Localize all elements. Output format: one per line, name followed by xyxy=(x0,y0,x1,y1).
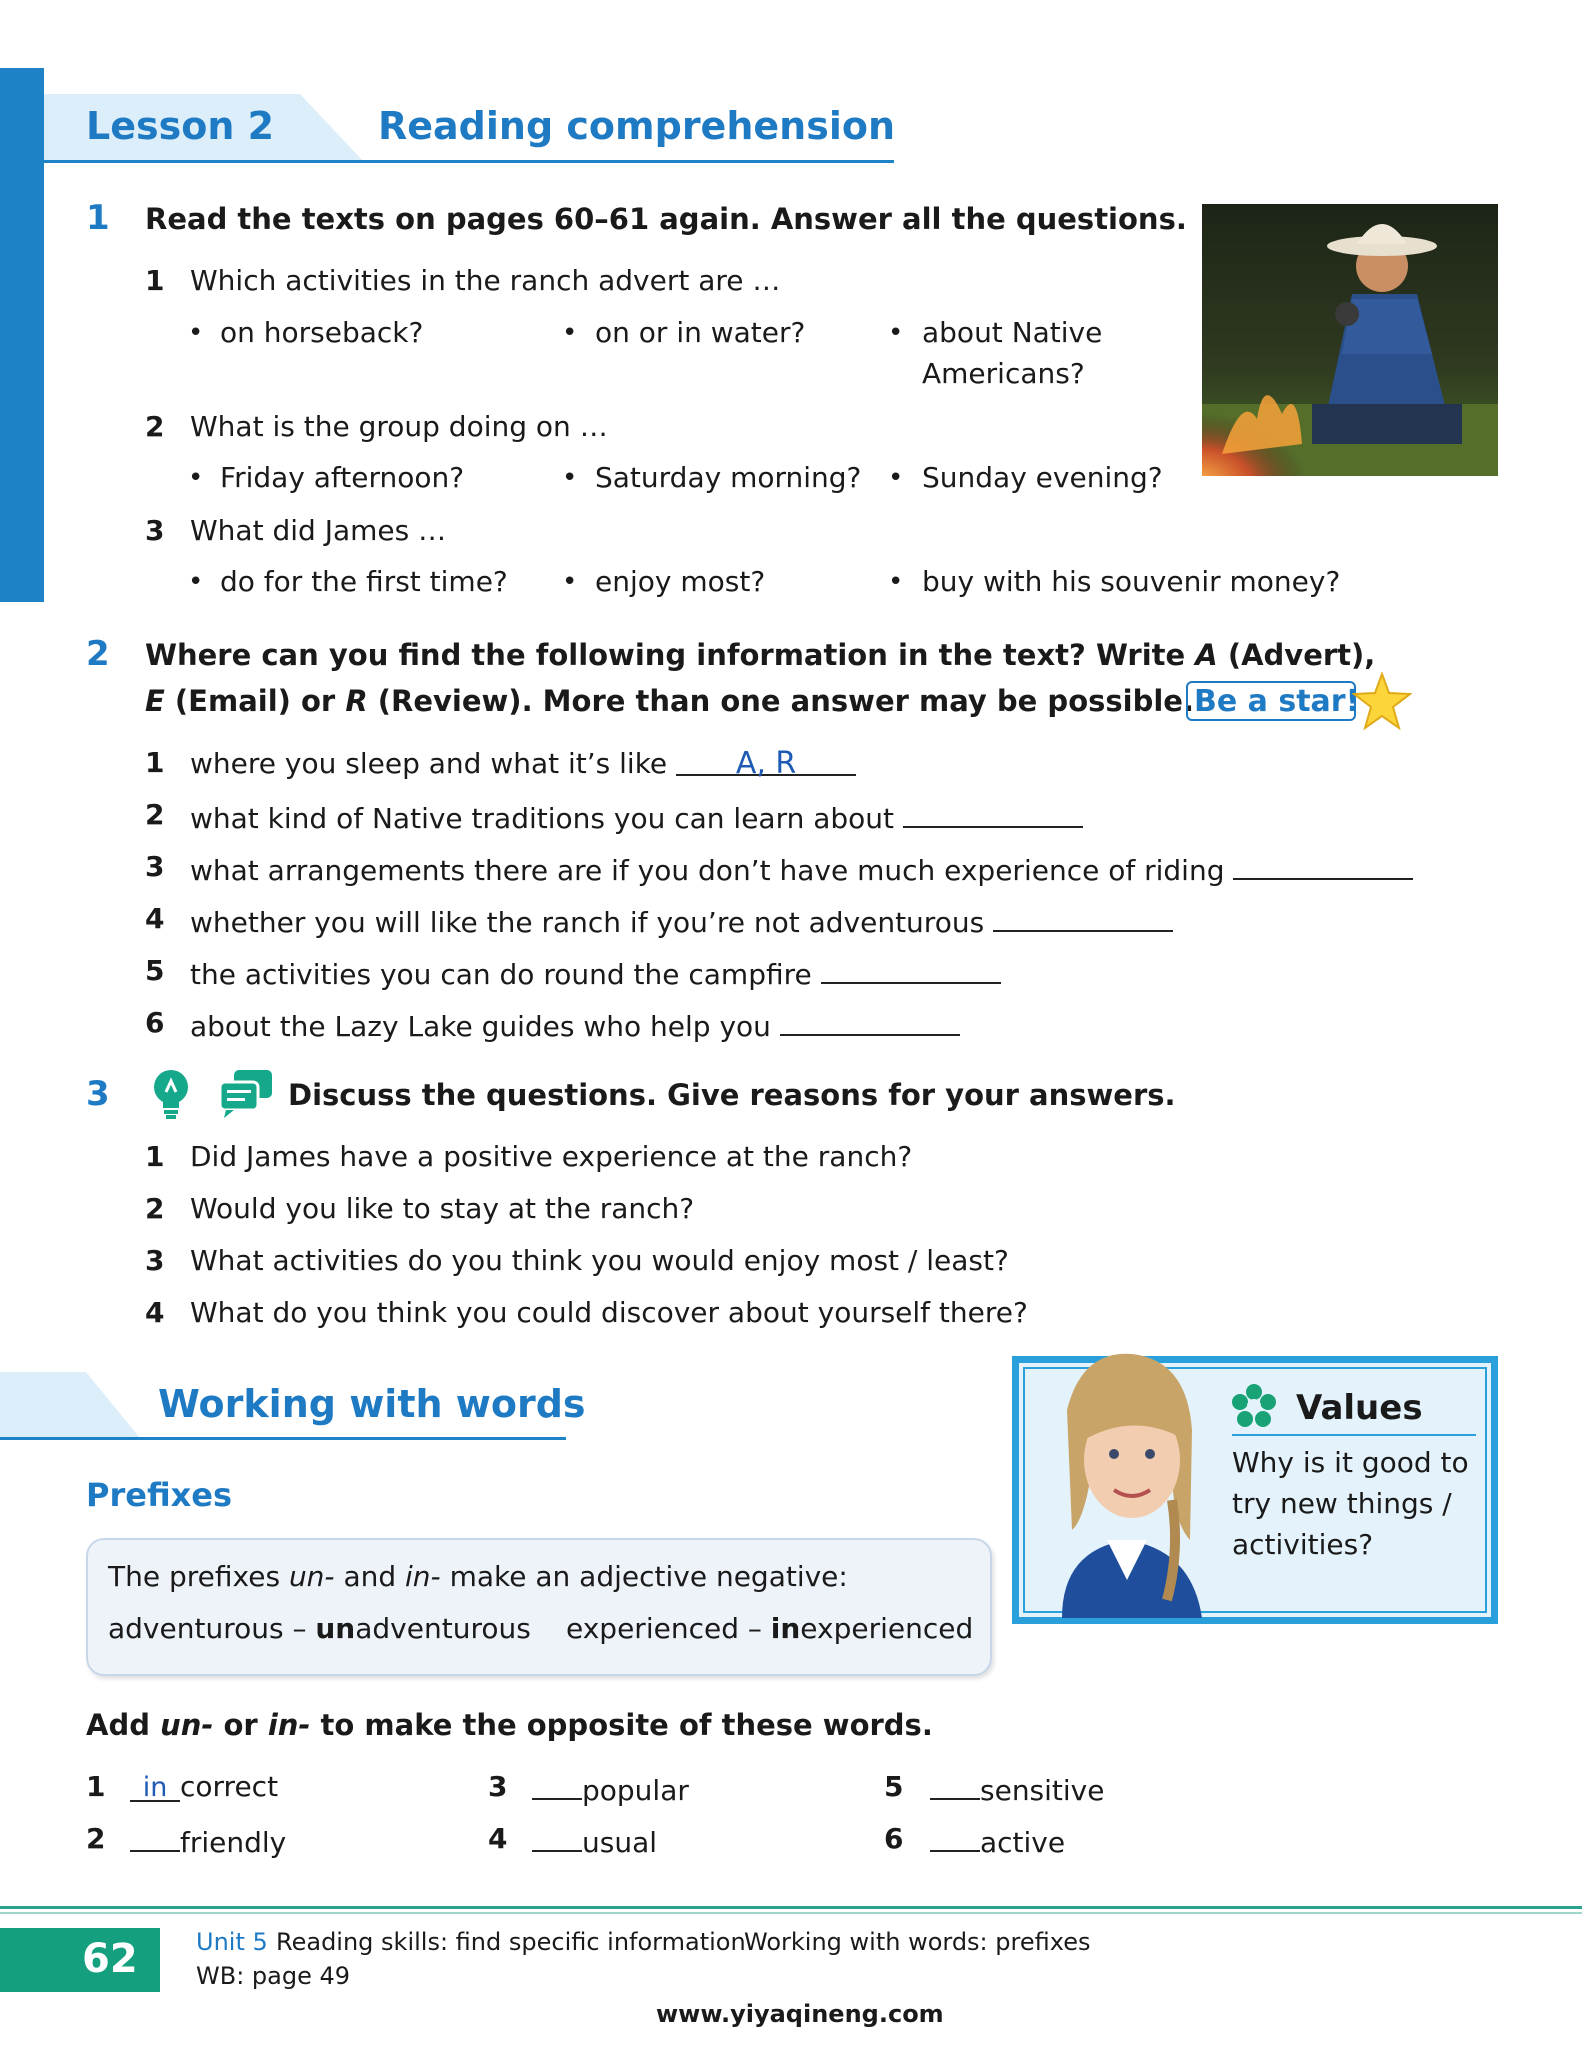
answer-blank[interactable] xyxy=(780,1006,960,1036)
page-title: Reading comprehension xyxy=(378,104,896,148)
ex1-q1-bullet: on horseback? xyxy=(220,316,424,349)
ex2-item-1: where you sleep and what it’s like A, R xyxy=(190,746,856,780)
answer-blank[interactable] xyxy=(930,1822,980,1852)
word-item: usual xyxy=(532,1822,657,1859)
ex1-q3-bullet: buy with his souvenir money? xyxy=(922,565,1341,598)
lesson-label: Lesson 2 xyxy=(86,104,275,148)
girl-photo xyxy=(1022,1350,1232,1618)
answer-blank[interactable]: A, R xyxy=(676,746,856,776)
ex1-q2-number: 2 xyxy=(145,410,165,443)
discussion-icon xyxy=(218,1068,274,1118)
ex1-instruction: Read the texts on pages 60–61 again. Answer all the questions. xyxy=(145,202,1187,236)
ex1-q1-bullet: about Native xyxy=(922,316,1103,349)
word-number: 2 xyxy=(86,1822,106,1855)
word-number: 1 xyxy=(86,1770,106,1803)
ex1-number: 1 xyxy=(86,198,110,238)
answer-blank[interactable] xyxy=(532,1770,582,1800)
values-title: Values xyxy=(1296,1388,1423,1428)
ex2-number: 2 xyxy=(86,634,110,674)
ex3-item-number: 1 xyxy=(145,1140,165,1173)
bullet-icon: • xyxy=(888,567,904,597)
ex3-item-number: 2 xyxy=(145,1192,165,1225)
ww-underline xyxy=(0,1437,566,1440)
edge-bar xyxy=(0,68,44,602)
word-number: 4 xyxy=(488,1822,508,1855)
answer-blank[interactable] xyxy=(903,798,1083,828)
page-number: 62 xyxy=(82,1936,138,1982)
answer-blank[interactable] xyxy=(993,902,1173,932)
ex2-item-number: 4 xyxy=(145,902,165,935)
prefix-example-1: adventurous – unadventurous xyxy=(108,1612,531,1645)
ex1-q2-bullet: Saturday morning? xyxy=(595,461,862,494)
section-title: Working with words xyxy=(158,1382,586,1426)
bullet-icon: • xyxy=(562,567,578,597)
bullet-icon: • xyxy=(188,567,204,597)
ex3-item-number: 3 xyxy=(145,1244,165,1277)
ex2-item-number: 3 xyxy=(145,850,165,883)
answer-blank[interactable] xyxy=(821,954,1001,984)
word-item: friendly xyxy=(130,1822,286,1859)
values-question-line: activities? xyxy=(1232,1528,1374,1561)
answer-blank[interactable] xyxy=(130,1822,180,1852)
word-item: popular xyxy=(532,1770,689,1807)
ww-band xyxy=(0,1372,140,1438)
footer-unit: Unit 5 xyxy=(196,1928,268,1956)
word-number: 3 xyxy=(488,1770,508,1803)
prefix-example-2: experienced – inexperienced xyxy=(566,1612,974,1645)
ex2-item-2: what kind of Native traditions you can learn about xyxy=(190,798,1083,835)
word-item: in correct xyxy=(130,1770,278,1803)
footer-skills: Reading skills: find specific information xyxy=(276,1928,746,1956)
ex3-item: Would you like to stay at the ranch? xyxy=(190,1192,695,1225)
cowboy-photo xyxy=(1202,204,1498,476)
footer-rule-light xyxy=(0,1912,1582,1914)
values-divider xyxy=(1232,1434,1476,1436)
flower-icon xyxy=(1232,1384,1276,1428)
word-number: 5 xyxy=(884,1770,904,1803)
watermark: www.yiyaqineng.com xyxy=(656,2000,944,2028)
answer-blank[interactable] xyxy=(532,1822,582,1852)
be-a-star-label: Be a star! xyxy=(1194,684,1360,719)
ex1-q3-text: What did James … xyxy=(190,514,447,547)
section-subtitle: Prefixes xyxy=(86,1476,233,1514)
footer-wb: WB: page 49 xyxy=(196,1962,351,1990)
answer-blank[interactable]: in xyxy=(130,1772,180,1802)
ex3-item: What activities do you think you would enjoy most / least? xyxy=(190,1244,1009,1277)
ex2-instruction-line1: Where can you find the following information in the text? Write A (Advert), xyxy=(145,638,1376,672)
ex2-item-number: 6 xyxy=(145,1006,165,1039)
ex1-q1-bullet-cont: Americans? xyxy=(922,357,1085,390)
values-question-line: Why is it good to xyxy=(1232,1446,1469,1479)
bullet-icon: • xyxy=(562,463,578,493)
ex1-q2-bullet: Friday afternoon? xyxy=(220,461,465,494)
ex2-item-3: what arrangements there are if you don’t have much experience of riding xyxy=(190,850,1413,887)
answer-blank[interactable] xyxy=(1233,850,1413,880)
bullet-icon: • xyxy=(188,463,204,493)
prefix-rule-box xyxy=(86,1538,992,1676)
ex1-q3-bullet: do for the first time? xyxy=(220,565,508,598)
header-underline xyxy=(44,160,894,163)
star-icon xyxy=(1352,672,1412,730)
ex1-q3-number: 3 xyxy=(145,514,165,547)
ex3-item-number: 4 xyxy=(145,1296,165,1329)
ex1-q1-text: Which activities in the ranch advert are … xyxy=(190,264,781,297)
prefix-rule-line1: The prefixes un- and in- make an adjective negative: xyxy=(108,1560,848,1593)
footer-words: Working with words: prefixes xyxy=(744,1928,1091,1956)
ex2-item-number: 2 xyxy=(145,798,165,831)
lightbulb-icon xyxy=(150,1068,192,1120)
footer-rule xyxy=(0,1906,1582,1909)
word-number: 6 xyxy=(884,1822,904,1855)
ex2-item-4: whether you will like the ranch if you’re not adventurous xyxy=(190,902,1173,939)
bullet-icon: • xyxy=(188,318,204,348)
prefix-task-instruction: Add un- or in- to make the opposite of these words. xyxy=(86,1708,933,1742)
word-item: active xyxy=(930,1822,1065,1859)
ex3-instruction: Discuss the questions. Give reasons for your answers. xyxy=(288,1078,1176,1112)
ex1-q1-bullet: on or in water? xyxy=(595,316,806,349)
ex3-number: 3 xyxy=(86,1074,110,1114)
answer-blank[interactable] xyxy=(930,1770,980,1800)
word-item: sensitive xyxy=(930,1770,1104,1807)
ex1-q1-number: 1 xyxy=(145,264,165,297)
ex3-item: What do you think you could discover about yourself there? xyxy=(190,1296,1028,1329)
ex3-item: Did James have a positive experience at the ranch? xyxy=(190,1140,913,1173)
ex1-q2-text: What is the group doing on … xyxy=(190,410,608,443)
bullet-icon: • xyxy=(888,463,904,493)
ex2-item-number: 1 xyxy=(145,746,165,779)
values-question-line: try new things / xyxy=(1232,1487,1452,1520)
ex2-item-6: about the Lazy Lake guides who help you xyxy=(190,1006,960,1043)
ex1-q2-bullet: Sunday evening? xyxy=(922,461,1163,494)
ex2-instruction-line2: E (Email) or R (Review). More than one answer may be possible. xyxy=(145,684,1194,718)
ex2-item-5: the activities you can do round the campfire xyxy=(190,954,1001,991)
bullet-icon: • xyxy=(888,318,904,348)
ex1-q3-bullet: enjoy most? xyxy=(595,565,766,598)
bullet-icon: • xyxy=(562,318,578,348)
ex2-item-number: 5 xyxy=(145,954,165,987)
